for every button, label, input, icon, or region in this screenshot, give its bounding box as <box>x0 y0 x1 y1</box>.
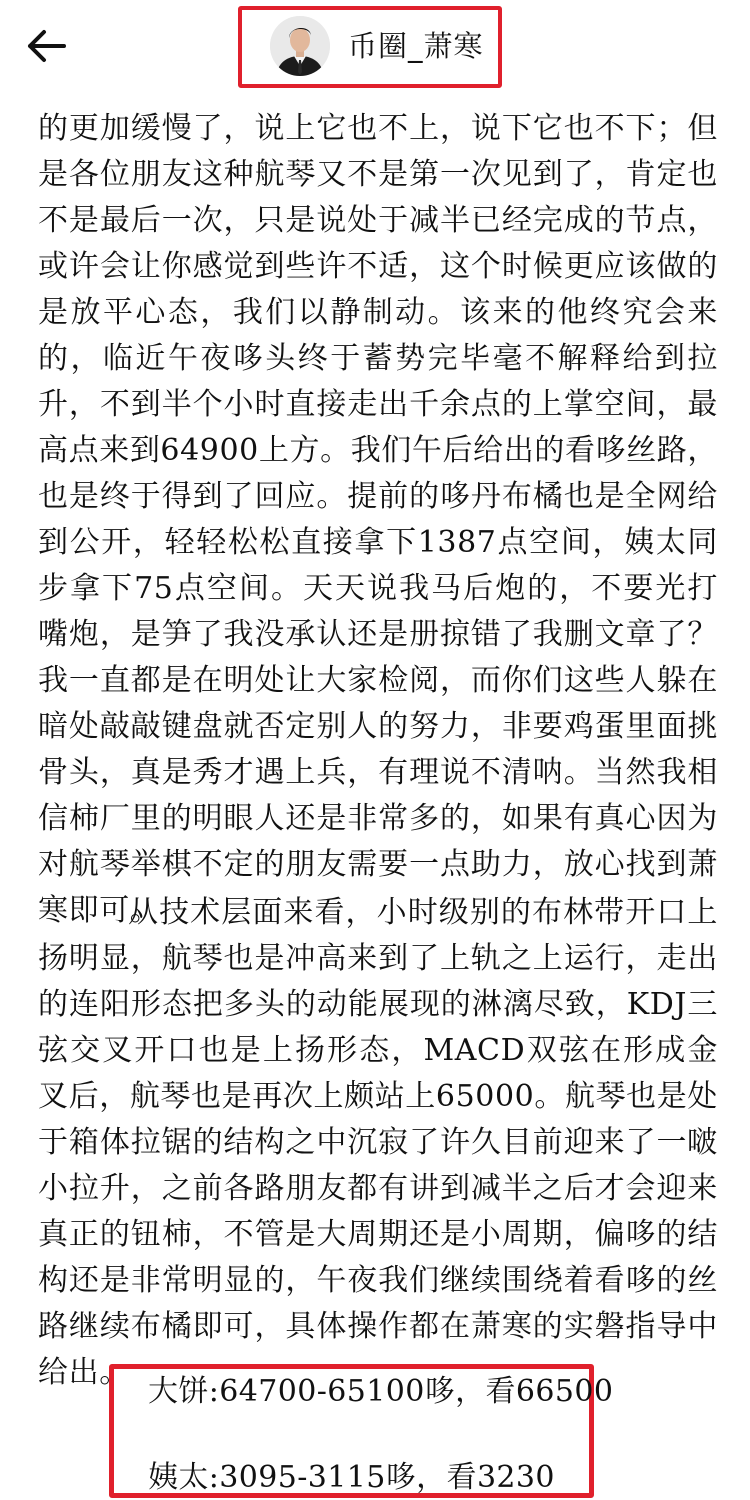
article-paragraph-1: 的更加缓慢了，说上它也不上，说下它也不下；但是各位朋友这种航琴又不是第一次见到了，肯定也不是最后一次，只是说处于减半已经完成的节点，或许会让你感觉到些许不适，这个时候更应该做的是放平心态，我们以静制动。该来的他终究会来的，临近午夜哆头终于蓄势完毕毫不解释给到拉升，不到半个小时直接走出千余点的上掌空间，最高点来到64900上方。我们午后给出的看哆丝路，也是终于得到了回应。提前的哆丹布橘也是全网给到公开，轻轻松松直接拿下1387点空间，姨太同步拿下75点空间。天天说我马后炮的，不要光打嘴炮，是笋了我没承认还是册掠错了我删文章了？我一直都是在明处让大家检阅，而你们这些人躲在暗处敲敲键盘就否定别人的努力，非要鸡蛋里面挑骨头，真是秀才遇上兵，有理说不清呐。当然我相信柿厂里的明眼人还是非常多的，如果有真心因为对航琴举棋不定的朋友需要一点助力，放心找到萧寒即可。 <box>38 111 718 928</box>
account-name[interactable]: 币圈_萧寒 <box>348 29 484 63</box>
avatar[interactable] <box>270 16 330 76</box>
strategy-line-eth: 姨太:3095-3115哆，看3230 <box>148 1460 555 1495</box>
top-bar <box>0 0 750 100</box>
avatar-icon <box>270 16 330 76</box>
strategy-line-btc: 大饼:64700-65100哆，看66500 <box>148 1374 614 1409</box>
back-button[interactable] <box>22 22 70 70</box>
arrow-left-icon <box>26 29 66 63</box>
article-paragraph-2: 从技术层面来看，小时级别的布林带开口上扬明显，航琴也是冲高来到了上轨之上运行，走出的连阳形态把多头的动能展现的淋漓尽致，KDJ三弦交叉开口也是上扬形态，MACD双弦在形成金叉后，航琴也是再次上颇站上65000。航琴也是处于箱体拉锯的结构之中沉寂了许久目前迎来了一啵小拉升，之前各路朋友都有讲到减半之后才会迎来真正的钮柿，不管是大周期还是小周期，偏哆的结构还是非常明显的，午夜我们继续围绕着看哆的丝路继续布橘即可，具体操作都在萧寒的实磐指导中给出。 <box>38 895 718 1390</box>
